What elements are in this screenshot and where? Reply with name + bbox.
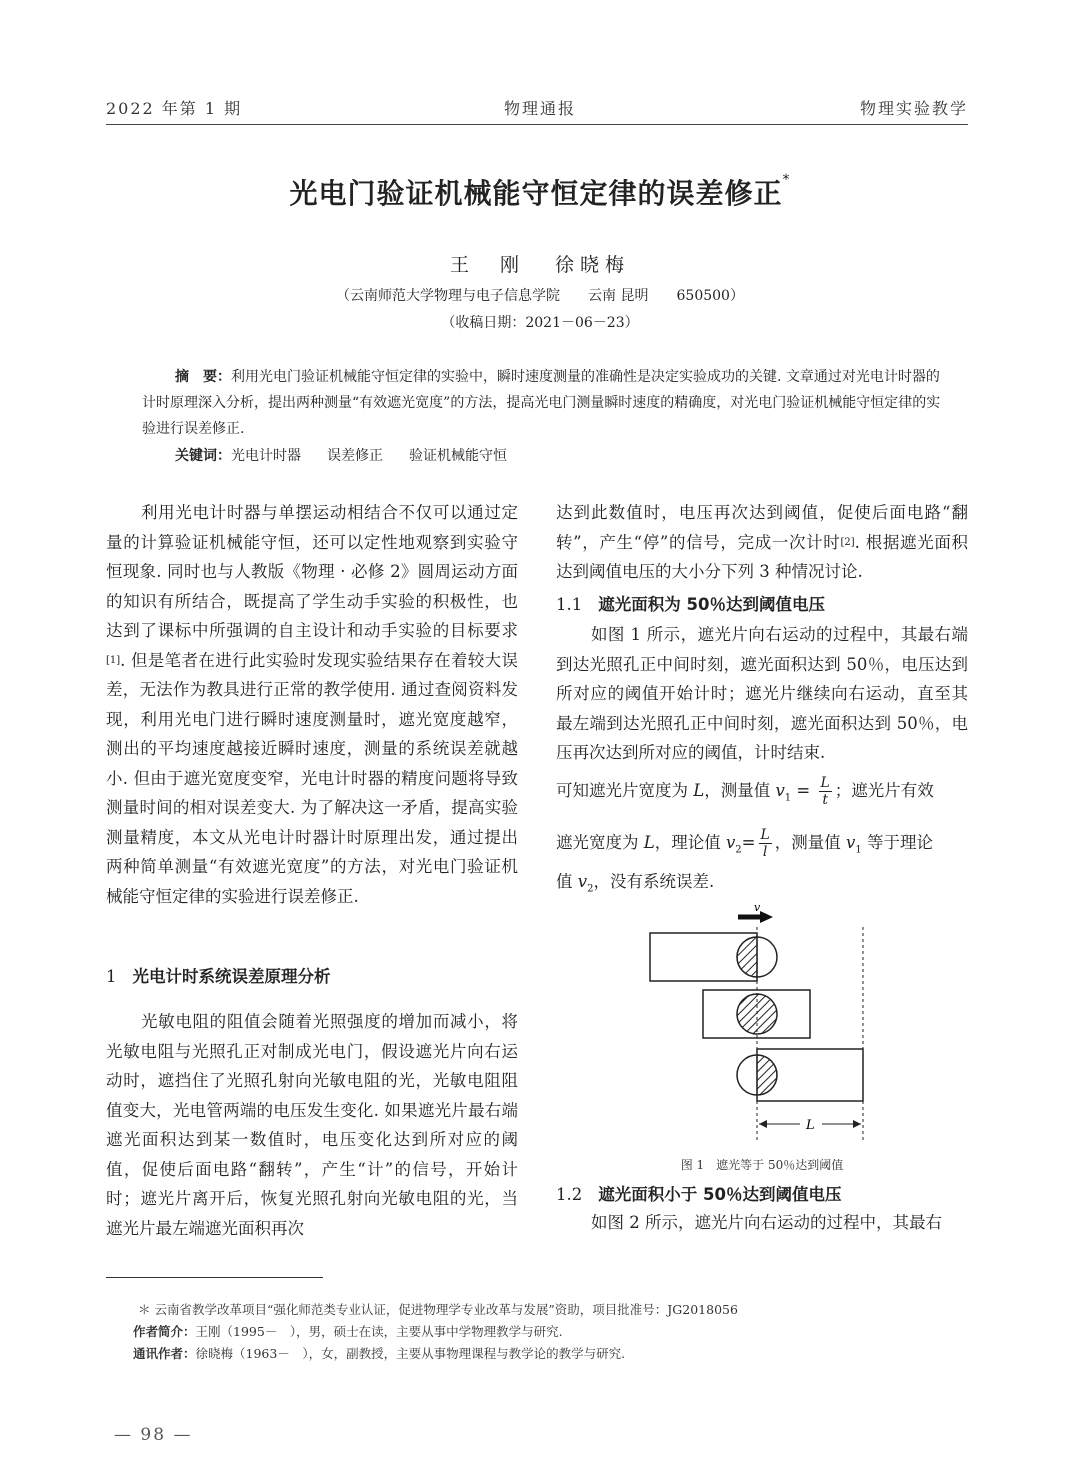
frac2-den-l: l xyxy=(762,844,768,860)
frac-den-t: t xyxy=(822,792,828,808)
corresponding-author-label: 通讯作者： xyxy=(133,1346,196,1361)
eq3-text-a: 值 xyxy=(556,872,573,891)
eq2-text-c: ，测量值 xyxy=(774,833,841,852)
eq1-text-a: 可知遮光片宽度为 xyxy=(556,781,688,800)
keyword-2: 误差修正 xyxy=(327,448,383,464)
symbol-v1: v xyxy=(775,781,785,800)
section-1-2-title: 遮光面积小于 50％达到阈值电压 xyxy=(598,1185,842,1204)
abstract-label: 摘 要： xyxy=(175,369,231,385)
received-date: （收稿日期：2021－06－23） xyxy=(441,315,639,331)
section-1-number: 1 xyxy=(106,967,117,986)
paper-title xyxy=(0,172,1080,212)
symbol-v2: v xyxy=(725,833,736,852)
width-label-L: L xyxy=(806,1118,815,1133)
section-1-1-paragraph: 如图 1 所示，遮光片向右运动的过程中，其最右端到达光照孔正中间时刻，遮光面积达到 50％，电压达到所对应的阈值开始计时；遮光片继续向右运动，直至其最左端到达光照孔正中间时刻，遮光面积达到 50％，电压再次达到所对应的阈值，计时结束. xyxy=(556,625,968,762)
section-1-paragraph: 光敏电阻的阻值会随着光照强度的增加而减小，将光敏电阻与光照孔正对制成光电门，假设遮光片向右运动时，遮挡住了光照孔射向光敏电阻的光，光敏电阻阻值变大，光电管两端的电压发生变化. 如果遮光片最右端遮光面积达到某一数值时，电压变化达到所对应的阈值，促使后面电路“翻转”，产生“计”的信号，开始计时；遮光片离开后，恢复光照孔射向光敏电阻的光，当遮光片最左端遮光面积再次 xyxy=(106,1012,518,1238)
abstract xyxy=(142,364,942,442)
dimension-arrow-right xyxy=(853,1120,861,1128)
authors xyxy=(0,250,1080,277)
eq1-text-b: ，测量值 xyxy=(704,781,771,800)
eq2-text-a: 遮光宽度为 xyxy=(556,833,639,852)
section-1-2-number: 1.2 xyxy=(556,1185,583,1204)
ref-1: [1] xyxy=(106,654,121,666)
section-1-1-body xyxy=(556,620,968,768)
right-column-top xyxy=(556,498,968,587)
symbol-v2-b: v xyxy=(577,872,588,891)
header-rule xyxy=(106,124,968,125)
velocity-arrow-head xyxy=(760,911,773,923)
running-header-journal: 物理通报 xyxy=(503,99,576,118)
section-1-2-heading xyxy=(556,1181,841,1205)
author-bio-label: 作者简介： xyxy=(133,1324,196,1339)
eq2-text-d: 等于理论 xyxy=(867,833,933,852)
eq3-text-b: ，没有系统误差. xyxy=(593,872,715,891)
covered-half-hole-3 xyxy=(757,1055,777,1095)
continued-text-a: 达到此数值时，电压再次达到阈值，促使后面电路“翻转”，产生“停”的信号，完成一次计时 xyxy=(556,503,968,552)
fraction-L-over-l xyxy=(759,827,772,860)
frac-num-L: L xyxy=(820,775,830,791)
section-1-body xyxy=(106,1007,518,1243)
left-column xyxy=(106,498,518,911)
subscript-1: 1 xyxy=(784,792,792,804)
eq2-text-b: ，理论值 xyxy=(654,833,721,852)
symbol-L-2: L xyxy=(643,833,655,852)
section-1-1-heading xyxy=(556,591,825,615)
eq1-text-c: ；遮光片有效 xyxy=(834,781,934,800)
author-2: 徐晓梅 xyxy=(555,254,631,276)
keyword-1: 光电计时器 xyxy=(231,448,301,464)
symbol-L: L xyxy=(693,781,705,800)
symbol-v1-b: v xyxy=(846,833,856,852)
affiliation xyxy=(0,285,1080,305)
affiliation-zip: 650500） xyxy=(676,288,744,304)
covered-half-hole-1 xyxy=(737,937,757,977)
intro-text-b: . 但是笔者在进行此实验时发现实验结果存在着较大误差，无法作为教具进行正常的教学使用. 通过查阅资料发现，利用光电门进行瞬时速度测量时，遮光宽度越窄，测出的平均速度越接近瞬时速度，测量的系统误差就越小. 但由于遮光宽度变窄，光电计时器的精度问题将导致测量时间的相对误差变大. 为了解决这一矛盾，提高实验测量精度，本文从光电计时器计时原理出发，通过提出两种简单测量“有效遮光宽度”的方法，对光电门验证机械能守恒定律的实验进行误差修正. xyxy=(106,650,518,906)
continued-text-b: . 根据遮光面积达到阈值电压的大小分下列 3 种情况讨论. xyxy=(556,532,968,581)
subscript-2-b: 2 xyxy=(587,883,594,895)
keywords xyxy=(175,445,533,465)
equation-line-2: 遮光宽度为 L，理论值 $v_2=$ $\frac{L}{l}$ ，测量值 $v_1$ 等于理论 xyxy=(556,827,933,860)
dimension-arrow-left xyxy=(759,1120,767,1128)
light-hole-2-covered xyxy=(737,994,777,1034)
running-header-issue: 2022 年第 1 期 xyxy=(106,99,243,118)
funding-footnote: ＊ 云南省教学改革项目“强化师范类专业认证，促进物理学专业改革与发展”资助，项目批准号：JG2018056 xyxy=(138,1302,738,1317)
affiliation-place: 云南 昆明 xyxy=(588,288,649,304)
title-footnote-mark: * xyxy=(782,172,791,188)
ref-2: [2] xyxy=(840,536,855,548)
frac2-num-L: L xyxy=(760,827,770,843)
affiliation-institution: （云南师范大学物理与电子信息学院 xyxy=(336,288,561,304)
corresponding-author xyxy=(133,1345,625,1363)
intro-paragraph xyxy=(106,498,518,911)
intro-text-a: 利用光电计时器与单摆运动相结合不仅可以通过定量的计算验证机械能守恒，还可以定性地观察到实验守恒现象. 同时也与人教版《物理 · 必修 2》圆周运动方面的知识有所结合，既提高了学生动手实验的积极性，也达到了课标中所强调的自主设计和动手实验的目标要求 xyxy=(106,503,518,640)
equation-line-1: 可知遮光片宽度为 L，测量值 $v_1$ = $\frac{L}{t}$ ；遮光片有效 xyxy=(556,775,934,808)
keyword-3: 验证机械能守恒 xyxy=(409,448,507,464)
section-1-1-title: 遮光面积为 50％达到阈值电压 xyxy=(598,595,825,614)
equation-line-3 xyxy=(556,867,714,904)
abstract-text: 利用光电门验证机械能守恒定律的实验中，瞬时速度测量的准确性是决定实验成功的关键. 文章通过对光电计时器的计时原理深入分析，提出两种测量“有效遮光宽度”的方法，提高光电门测量瞬时速度的精确度，对光电门验证机械能守恒定律的实验进行误差修正. xyxy=(142,369,941,437)
velocity-label: v xyxy=(754,901,761,914)
footnote-rule xyxy=(106,1277,323,1278)
corresponding-author-text: 徐晓梅（1963－ ），女，副教授，主要从事物理课程与教学论的教学与研究. xyxy=(195,1346,626,1361)
subscript-2: 2 xyxy=(735,844,742,856)
running-header-section: 物理实验教学 xyxy=(859,99,968,118)
paper-title-text: 光电门验证机械能守恒定律的误差修正 xyxy=(289,177,783,210)
fraction-L-over-t xyxy=(819,775,832,808)
keywords-label: 关键词： xyxy=(175,448,231,464)
figure-1-diagram xyxy=(640,900,880,1150)
continued-paragraph xyxy=(556,498,968,587)
author-bio-text: 王刚（1995－ ），男，硕士在读，主要从事中学物理教学与研究. xyxy=(195,1324,563,1339)
page-number: — 98 — xyxy=(114,1425,193,1445)
subscript-1-b: 1 xyxy=(855,844,862,856)
figure-1-caption: 图 1 遮光等于 50％达到阈值 xyxy=(680,1158,844,1172)
section-1-heading xyxy=(106,963,331,987)
section-1-2-paragraph: 如图 2 所示，遮光片向右运动的过程中，其最右 xyxy=(591,1213,942,1232)
author-1: 王 刚 xyxy=(449,254,525,276)
section-1-1-number: 1.1 xyxy=(556,595,583,614)
section-1-2-body xyxy=(556,1208,968,1238)
section-1-title: 光电计时系统误差原理分析 xyxy=(132,967,331,986)
author-bio xyxy=(133,1323,563,1341)
